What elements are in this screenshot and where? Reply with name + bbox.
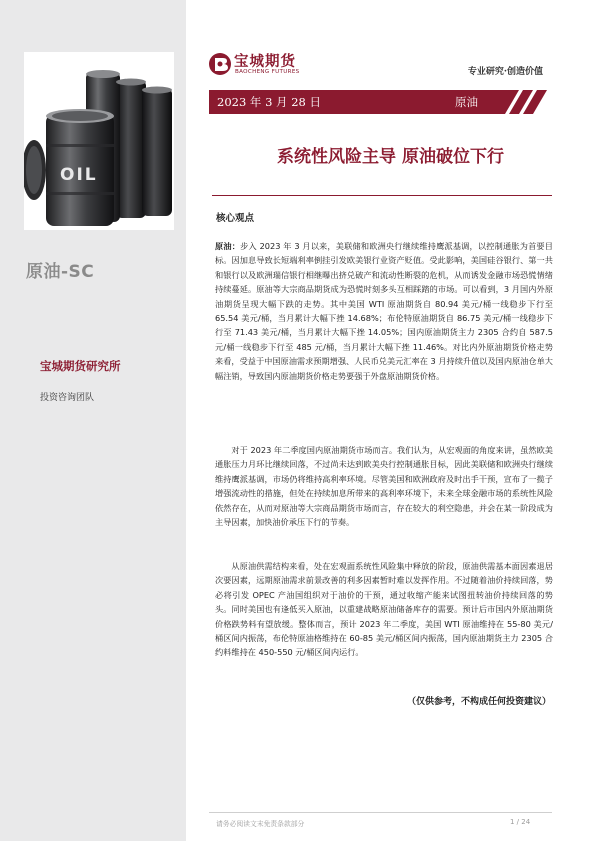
oil-barrels-image xyxy=(24,52,174,230)
paragraph-3 xyxy=(215,559,553,660)
footer-divider xyxy=(209,812,552,813)
paragraph-lead: 原油： xyxy=(215,241,241,251)
logo-icon xyxy=(208,50,232,78)
barrel-label: OIL xyxy=(60,165,98,185)
paragraph-text: 对于 2023 年二季度国内原油期货市场而言。我们认为，从宏观面的角度来讲，虽然欧美通胀压力月环比继续回落，不过尚未达到欧美央行控制通胀目标，因此美联储和欧洲央行继续维持鹰派基调，市场仍将维持高利率环境。尽管美国和欧洲政府及时出手干预，宣布了一揽子增强流动性的措施，但处在持续加息所带来的高利率环境下，未来全球金融市场的系统性风险依然存在，从而对原油等大宗商品期货市场而言，存在较大的利空隐患，并会在某一阶段成为主导因素，加快油价承压下行的节奏。 xyxy=(215,445,553,528)
report-title: 系统性风险主导 原油破位下行 xyxy=(277,147,504,167)
company-logo xyxy=(208,48,318,82)
oil-barrels-illustration xyxy=(24,52,174,230)
paragraph-text: 步入 2023 年 3 月以来，美联储和欧洲央行继续维持鹰派基调，以控制通胀为首要目标。因加息导致长短端利率倒挂引发欧美银行业资产贬值。受此影响，美国硅谷银行、第一共和银行以及欧洲瑞信银行相继曝出挤兑破产和流动性断裂的危机，从而诱发金融市场恐慌情绪持续蔓延。原油等大宗商品期货成为恐慌时刻多头互相踩踏的市场。可以看到，3 月国内外原油期货呈现大幅下跌的走势。其中美国 WTI 原油期货自 80.94 美元/桶一线稳步下行至 65.54 美元/桶，当月累计大幅下挫 14.68%；布伦特原油期货自 86.75 美元/桶一线稳步下行至 71.43 美元/桶，当月累计大幅下挫 14.05%；国内原油期货主力 2305 合约自 587.5 元/桶一线稳步下行至 485 元/桶，当月累计大幅下挫 11.46%。对比内外原油期货价格走势来看，受益于中国原油需求预期增强、人民币兑美元汇率在 3 月持续升值以及国内原油仓单大幅注销，导致国内原油期货价格走势要强于外盘原油期货价格。 xyxy=(215,241,553,381)
report-date: 2023 年 3 月 28 日 xyxy=(217,95,321,109)
title-divider xyxy=(212,195,552,196)
paragraph-1 xyxy=(215,239,553,383)
slogan: 专业研究·创造价值 xyxy=(467,67,543,77)
page-number: 1 / 24 xyxy=(510,818,531,826)
team-name: 投资咨询团队 xyxy=(40,393,95,403)
institute-name: 宝城期货研究所 xyxy=(40,359,121,373)
date-banner xyxy=(209,90,552,114)
paragraph-2 xyxy=(215,443,553,529)
paragraph-text: 从原油供需结构来看，处在宏观面系统性风险集中释放的阶段，原油供需基本面因素退居次要因素，远期原油需求前景改善的利多因素暂时难以发挥作用。不过随着油价持续回落，势必将引发 OPEC 产油国组织对于油价的干预，通过收缩产能来试图扭转油价持续回落的势头。同时美国也有逢低买入原油，以重建战略原油储备库存的需要。预计后市国内外原油期货价格跌势料有望放缓。整体而言，预计 2023 年二季度，美国 WTI 原油维持在 55-80 美元/桶区间内振荡，布伦特原油格维持在 60-85 美元/桶区间内振荡，国内原油期货主力 2305 合约料维持在 450-550 元/桶区间内运行。 xyxy=(215,561,553,658)
logo-english-name: BAOCHENG FUTURES xyxy=(235,69,300,75)
report-product: 原油 xyxy=(455,95,478,109)
disclaimer: （仅供参考，不构成任何投资建议） xyxy=(406,697,551,707)
footer-notice: 请务必阅读文末免责条款部分 xyxy=(216,820,305,828)
logo-chinese-name: 宝城期货 xyxy=(234,53,296,70)
section-heading: 核心观点 xyxy=(216,213,255,224)
product-title: 原油-SC xyxy=(26,262,95,282)
